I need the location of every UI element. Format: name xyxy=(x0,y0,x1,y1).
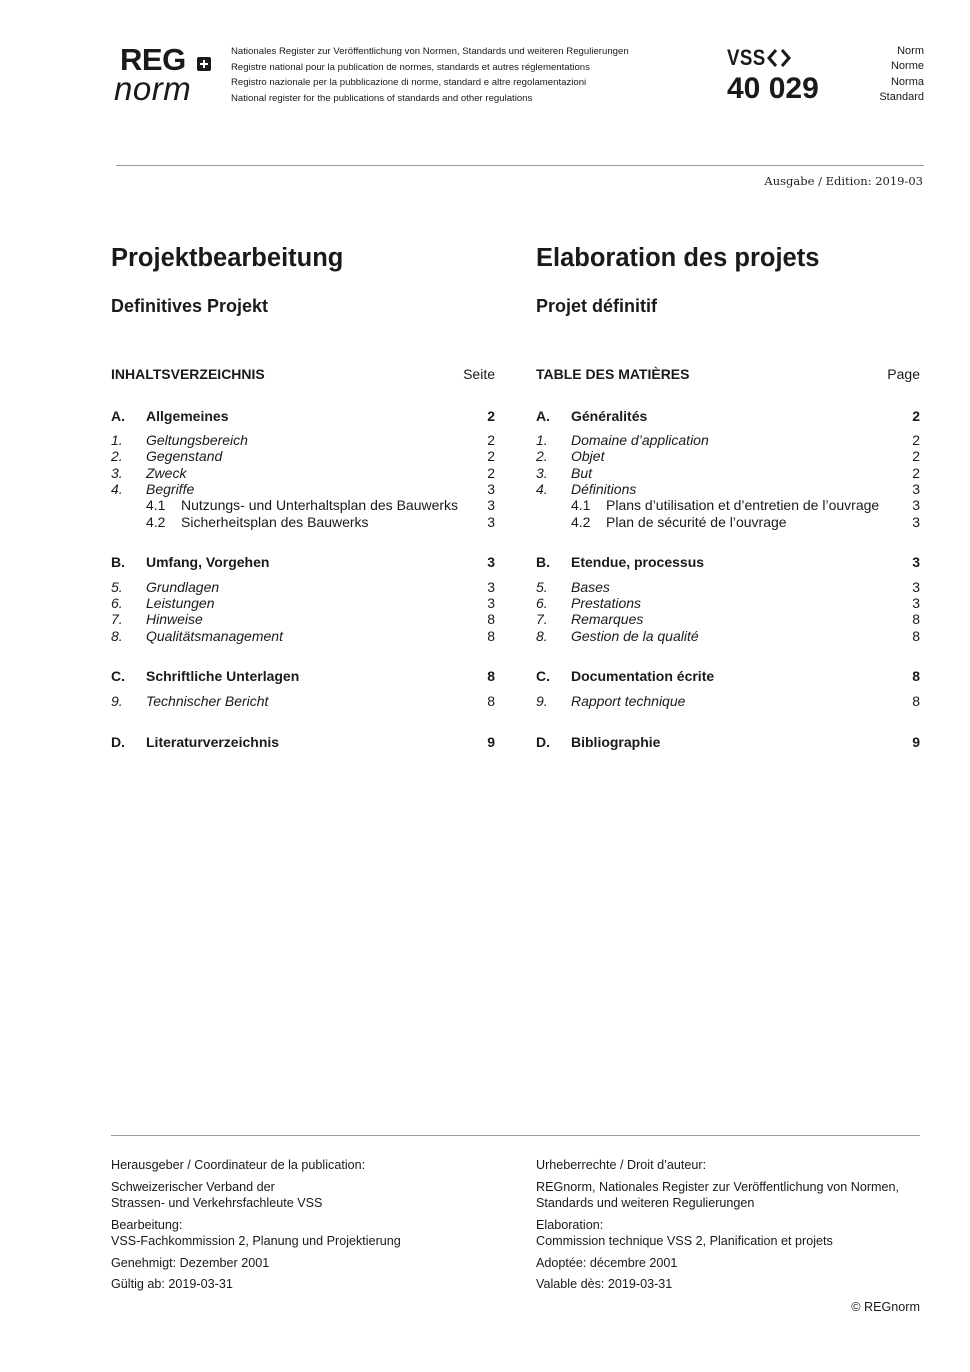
editing-label: Bearbeitung: xyxy=(111,1217,183,1232)
toc-entry-page: 8 xyxy=(912,693,920,709)
toc-entry-number: 4.2 xyxy=(146,514,166,530)
vss-logo-text: VSS xyxy=(727,45,766,70)
approved-date: Genehmigt: Dezember 2001 xyxy=(111,1255,270,1270)
toc-entry-number: D. xyxy=(536,734,550,750)
toc-entry-page: 3 xyxy=(487,497,495,513)
toc-entry-page: 8 xyxy=(487,611,495,627)
toc-entry-page: 3 xyxy=(912,514,920,530)
toc-entry-title: Qualitätsmanagement xyxy=(146,628,283,644)
edition-date: Ausgabe / Edition: 2019-03 xyxy=(764,174,923,188)
toc-entry-page: 3 xyxy=(912,481,920,497)
toc-entry-page: 8 xyxy=(487,628,495,644)
toc-entry-title: Leistungen xyxy=(146,595,215,611)
valid-from-date-fr: Valable dès: 2019-03-31 xyxy=(536,1277,673,1291)
footer-left xyxy=(111,1157,511,1293)
toc-entry-title: Nutzungs- und Unterhaltsplan des Bauwerks xyxy=(181,497,459,513)
toc-entry-title: Technischer Bericht xyxy=(146,693,269,709)
toc-entry-page: 2 xyxy=(487,465,495,481)
elaboration-label: Elaboration: xyxy=(536,1217,604,1232)
publisher-line-2: Strassen- und Verkehrsfachleute VSS xyxy=(111,1196,323,1210)
toc-entry-title: But xyxy=(571,465,593,481)
toc-entry-number: 1. xyxy=(111,432,123,448)
footer-divider xyxy=(111,1135,920,1136)
editing-value: VSS-Fachkommission 2, Planung und Projektierung xyxy=(111,1234,401,1248)
toc-entry-number: 7. xyxy=(536,611,548,627)
toc-entry-page: 8 xyxy=(487,668,495,684)
register-line-en: National register for the publications of standards and other regulations xyxy=(231,92,533,104)
toc-entry-page: 2 xyxy=(912,465,920,481)
toc-entry-page: 2 xyxy=(912,448,920,464)
register-line-fr: Registre national pour la publication de normes, standards et autres réglementations xyxy=(231,61,590,73)
toc-page-label-fr: Page xyxy=(887,366,920,382)
toc-header-de xyxy=(111,366,495,382)
copyright-line-1: REGnorm, Nationales Register zur Veröffentlichung von Normen, xyxy=(536,1179,900,1194)
toc-entry-title: Prestations xyxy=(571,595,642,611)
toc-entry-title: Objet xyxy=(571,448,605,464)
page-title-de: Projektbearbeitung xyxy=(111,244,344,272)
toc-entry-title: Généralités xyxy=(571,408,648,424)
copyright-label: Urheberrechte / Droit d’auteur: xyxy=(536,1158,707,1172)
toc-entry-page: 3 xyxy=(487,481,495,497)
german-column xyxy=(111,0,495,800)
toc-entry-number: A. xyxy=(536,408,550,424)
adopted-date: Adoptée: décembre 2001 xyxy=(536,1255,678,1270)
toc-entry-number: 3. xyxy=(111,465,123,481)
footer-right xyxy=(536,1157,936,1293)
toc-entry-title: Plan de sécurité de l’ouvrage xyxy=(606,514,787,530)
toc-entry-title: Bases xyxy=(571,579,610,595)
toc-entry-number: A. xyxy=(111,408,125,424)
doc-type-fr: Norme xyxy=(890,60,924,73)
toc-entry-title: Bibliographie xyxy=(571,734,661,750)
publisher-line-1: Schweizerischer Verband der xyxy=(111,1179,275,1194)
toc-entry-number: B. xyxy=(536,554,550,570)
toc-entry-number: 2. xyxy=(111,448,123,464)
toc-entry-title: Plans d’utilisation et d’entretien de l’ouvrage xyxy=(606,497,880,513)
register-line-de: Nationales Register zur Veröffentlichung von Normen, Standards und weiteren Regulierungen xyxy=(231,46,629,57)
toc-entry-page: 8 xyxy=(912,668,920,684)
toc-entry-title: Literaturverzeichnis xyxy=(146,734,280,750)
toc-entry-number: B. xyxy=(111,554,125,570)
toc-entry-page: 8 xyxy=(912,628,920,644)
toc-entry-title: Zweck xyxy=(146,465,187,481)
page-subtitle-de: Definitives Projekt xyxy=(111,296,269,316)
toc-entry-title: Remarques xyxy=(571,611,644,627)
toc-entry-number: 5. xyxy=(536,579,548,595)
toc-entry-page: 2 xyxy=(487,448,495,464)
elaboration-value: Commission technique VSS 2, Planification et projets xyxy=(536,1234,833,1248)
toc-entry-page: 2 xyxy=(487,408,495,424)
toc-entry-title: Umfang, Vorgehen xyxy=(146,554,270,570)
toc-entry-page: 3 xyxy=(487,554,495,570)
toc-entry-number: 5. xyxy=(111,579,123,595)
toc-entry-number: 4.1 xyxy=(571,497,591,513)
valid-from-date: Gültig ab: 2019-03-31 xyxy=(111,1277,233,1291)
toc-header-fr xyxy=(536,366,920,382)
toc-entry-number: 6. xyxy=(111,595,123,611)
doc-type-de: Norm xyxy=(897,45,924,57)
toc-entry-title: Allgemeines xyxy=(146,408,229,424)
toc-entry-page: 3 xyxy=(912,595,920,611)
toc-entry-title: Domaine d’application xyxy=(571,432,709,448)
toc-entry-number: 4. xyxy=(111,481,123,497)
toc-label-fr: TABLE DES MATIÈRES xyxy=(536,366,690,382)
toc-entry-number: 3. xyxy=(536,465,548,481)
toc-entry-page: 9 xyxy=(487,734,495,750)
toc-entry-page: 8 xyxy=(487,693,495,709)
toc-entry-title: Etendue, processus xyxy=(571,554,705,570)
toc-page-label-de: Seite xyxy=(463,366,495,382)
toc-entry-title: Définitions xyxy=(571,481,637,497)
toc-entry-page: 3 xyxy=(912,579,920,595)
toc-entry-title: Grundlagen xyxy=(146,579,220,595)
toc-entry-number: 6. xyxy=(536,595,548,611)
toc-entry-number: 9. xyxy=(111,693,123,709)
toc-entry-number: 4.2 xyxy=(571,514,591,530)
toc-entry-title: Hinweise xyxy=(146,611,203,627)
toc-entry-page: 9 xyxy=(912,734,920,750)
page-subtitle-fr: Projet définitif xyxy=(536,296,657,316)
toc-entry-number: 4. xyxy=(536,481,548,497)
toc-entry-title: Gegenstand xyxy=(146,448,223,464)
toc-entry-number: C. xyxy=(111,668,125,684)
doc-type-it: Norma xyxy=(890,75,924,88)
toc-entry-number: 7. xyxy=(111,611,123,627)
doc-type-en: Standard xyxy=(879,90,924,103)
register-line-it: Registro nazionale per la pubblicazione di norme, standard e altre regolamentazioni xyxy=(231,77,587,88)
toc-entry-number: D. xyxy=(111,734,125,750)
toc-entry-number: 4.1 xyxy=(146,497,166,513)
toc-entry-page: 2 xyxy=(487,432,495,448)
toc-entry-number: 9. xyxy=(536,693,548,709)
toc-entry-number: 1. xyxy=(536,432,548,448)
toc-entry-page: 3 xyxy=(912,497,920,513)
copyright-notice: © REGnorm xyxy=(851,1300,920,1314)
toc-entry-title: Gestion de la qualité xyxy=(571,628,699,644)
toc-entry-page: 3 xyxy=(912,554,920,570)
copyright-line-2: Standards und weiteren Regulierungen xyxy=(536,1196,755,1210)
toc-label-de: INHALTSVERZEICHNIS xyxy=(111,366,265,382)
toc-entry-page: 3 xyxy=(487,514,495,530)
toc-entry-number: 8. xyxy=(536,628,548,644)
toc-entry-title: Rapport technique xyxy=(571,693,686,709)
page-title-fr: Elaboration des projets xyxy=(536,244,820,272)
toc-entry-title: Sicherheitsplan des Bauwerks xyxy=(181,514,369,530)
toc-entry-title: Schriftliche Unterlagen xyxy=(146,668,300,684)
toc-entry-page: 8 xyxy=(912,611,920,627)
logo-text-reg: REG xyxy=(120,42,186,77)
toc-entry-page: 3 xyxy=(487,579,495,595)
toc-entry-title: Geltungsbereich xyxy=(146,432,248,448)
logo-text-norm: norm xyxy=(114,70,192,107)
french-column xyxy=(536,0,920,800)
toc-entry-title: Begriffe xyxy=(146,481,195,497)
toc-entry-page: 3 xyxy=(487,595,495,611)
toc-entry-title: Documentation écrite xyxy=(571,668,715,684)
toc-entry-number: C. xyxy=(536,668,550,684)
toc-entry-number: 8. xyxy=(111,628,123,644)
toc-entry-number: 2. xyxy=(536,448,548,464)
toc-entry-page: 2 xyxy=(912,408,920,424)
standard-number: 40 029 xyxy=(727,72,819,105)
toc-entry-page: 2 xyxy=(912,432,920,448)
publisher-label: Herausgeber / Coordinateur de la publication: xyxy=(111,1158,366,1172)
